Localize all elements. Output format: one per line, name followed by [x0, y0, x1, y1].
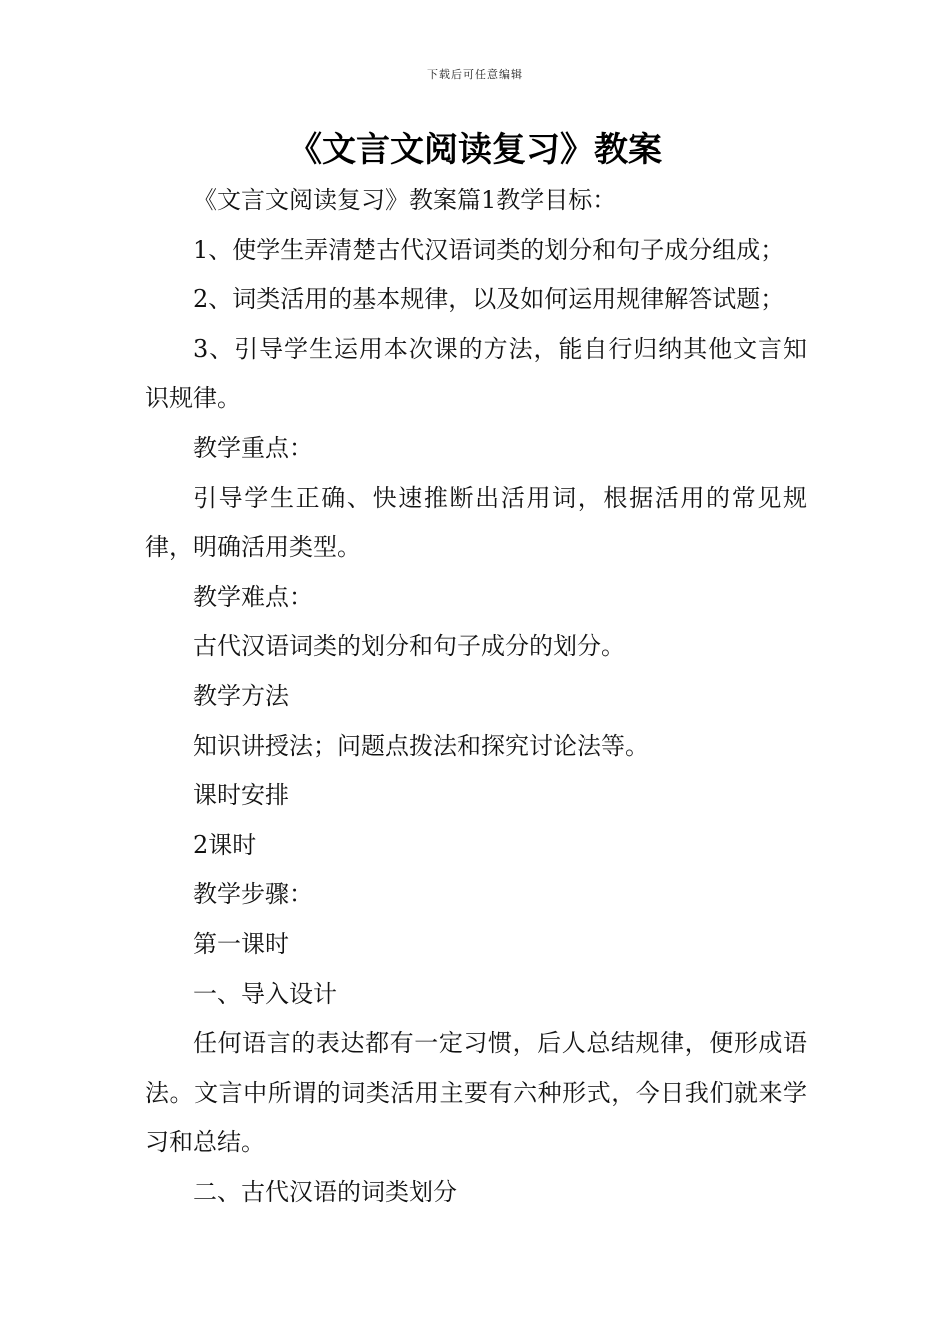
paragraph-key-points: 引导学生正确、快速推断出活用词，根据活用的常见规律，明确活用类型。 — [145, 483, 807, 562]
paragraph-intro: 《文言文阅读复习》教案篇1教学目标： — [193, 186, 617, 214]
paragraph-difficulties: 古代汉语词类的划分和句子成分的划分。 — [193, 632, 625, 661]
paragraph-goal-3: 3、引导学生运用本次课的方法，能自行归纳其他文言知识规律。 — [145, 334, 807, 413]
paragraph-schedule: 2课时 — [193, 830, 257, 859]
document-body — [145, 176, 807, 1217]
paragraph-methods: 知识讲授法；问题点拨法和探究讨论法等。 — [193, 731, 649, 760]
paragraph-goal-2: 2、词类活用的基本规律，以及如何运用规律解答试题； — [193, 285, 785, 314]
paragraph-methods-heading: 教学方法 — [193, 681, 289, 710]
paragraph-steps-heading: 教学步骤： — [193, 880, 313, 909]
header-note: 下载后可任意编辑 — [427, 68, 523, 81]
paragraph-section-1: 任何语言的表达都有一定习惯，后人总结规律，便形成语法。文言中所谓的词类活用主要有六种形式，今日我们就来学习和总结。 — [145, 1029, 807, 1157]
document-title: 《文言文阅读复习》教案 — [288, 130, 662, 170]
paragraph-first-lesson: 第一课时 — [193, 929, 289, 958]
paragraph-section-2-heading: 二、古代汉语的词类划分 — [193, 1177, 457, 1206]
paragraph-schedule-heading: 课时安排 — [193, 781, 289, 810]
paragraph-section-1-heading: 一、导入设计 — [193, 979, 337, 1008]
paragraph-key-points-heading: 教学重点： — [193, 433, 313, 462]
paragraph-difficulties-heading: 教学难点： — [193, 582, 313, 611]
paragraph-goal-1: 1、使学生弄清楚古代汉语词类的划分和句子成分组成； — [193, 235, 785, 264]
